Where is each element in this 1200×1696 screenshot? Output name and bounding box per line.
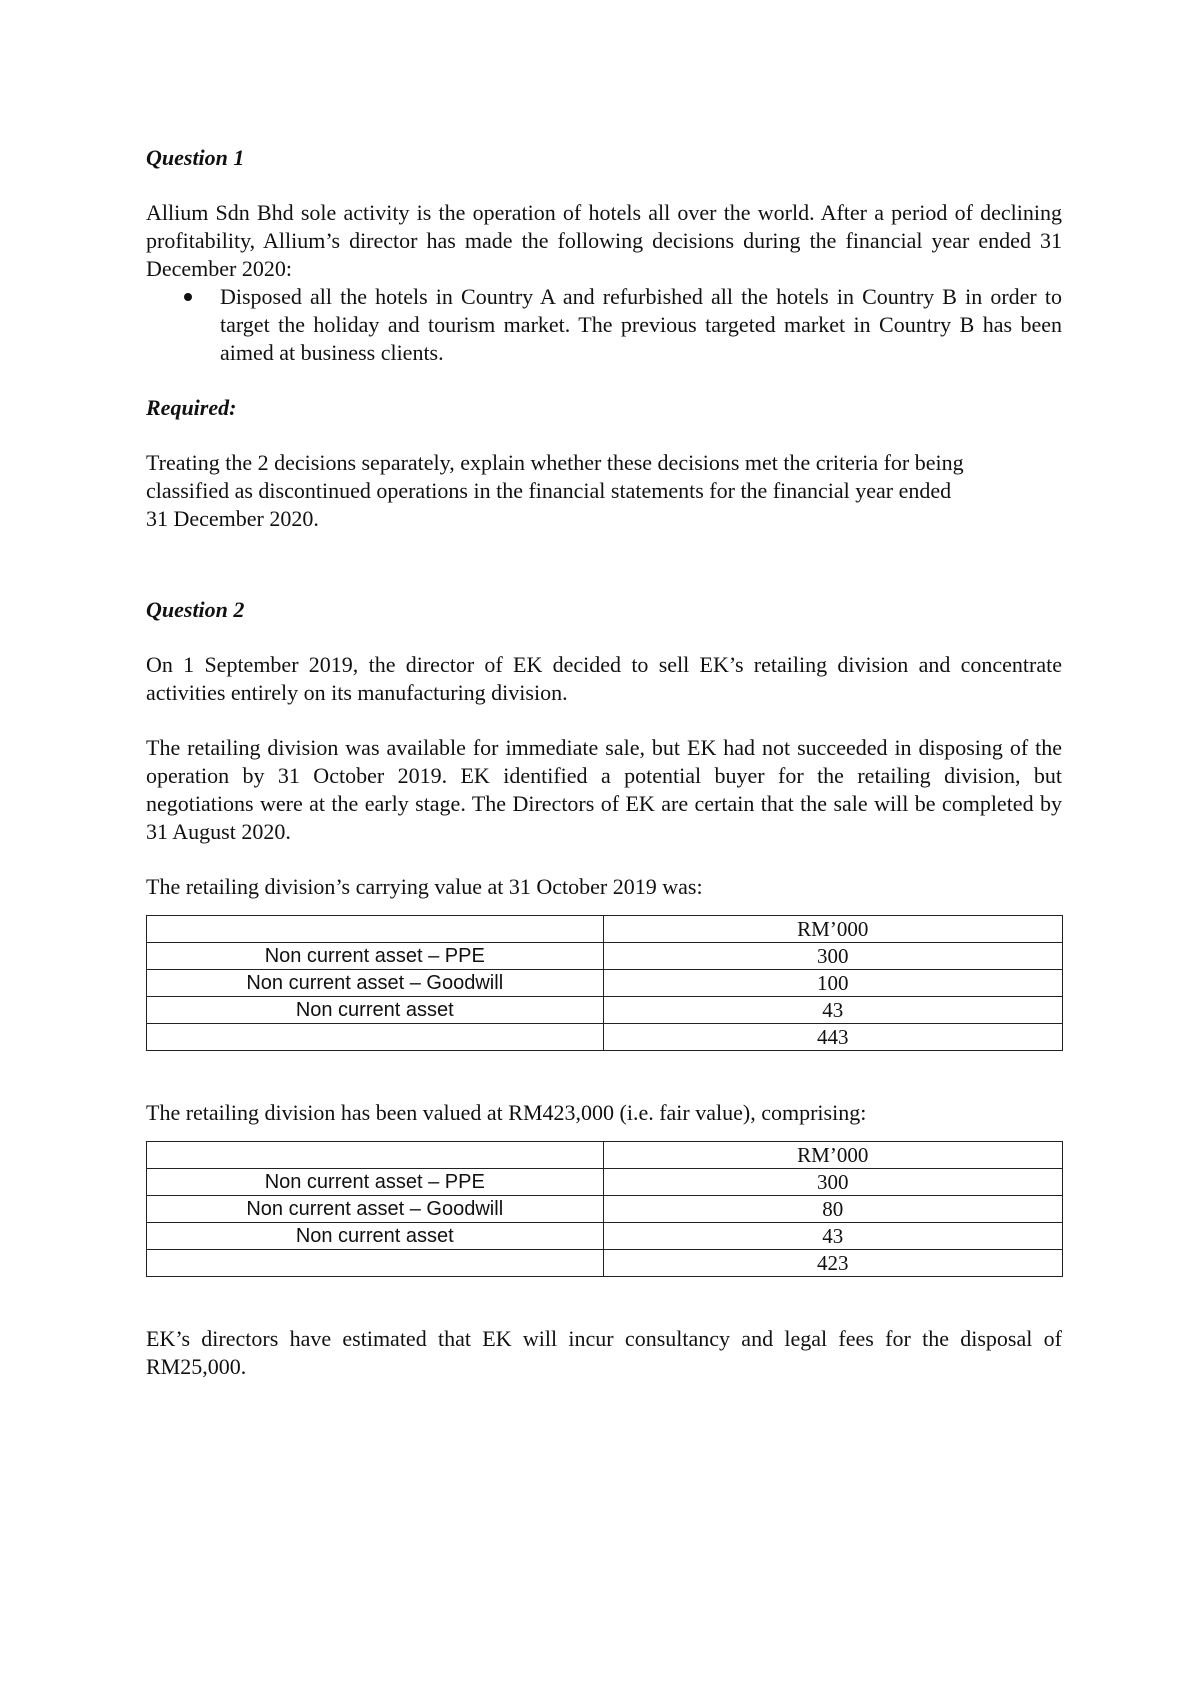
required-text-line-2: classified as discontinued operations in the financial statements for the financial year ended (146, 478, 952, 503)
fair-value-intro: The retailing division has been valued at RM423,000 (i.e. fair value), comprising: (146, 1100, 867, 1125)
list-item (220, 283, 1062, 367)
table-cell-label: Non current asset (147, 1223, 604, 1250)
table-row (147, 970, 1063, 997)
table-cell-value: 300 (603, 1169, 1063, 1196)
carrying-value-intro: The retailing division’s carrying value at 31 October 2019 was: (146, 874, 703, 899)
decision-list (146, 283, 1062, 367)
fair-value-table (146, 1141, 1063, 1277)
decision-text: Disposed all the hotels in Country A and refurbished all the hotels in Country B in order to target the holiday and tourism market. The previous targeted market in Country B has been aimed at business clients. (220, 284, 1062, 365)
table-cell-label: Non current asset – Goodwill (147, 970, 604, 997)
required-text-line-3: 31 December 2020. (146, 506, 319, 531)
required-text-line-1: Treating the 2 decisions separately, explain whether these decisions met the criteria for being (146, 450, 964, 475)
table-row (147, 943, 1063, 970)
question-1-intro: Allium Sdn Bhd sole activity is the operation of hotels all over the world. After a period of declining profitability, Allium’s director has made the following decisions during the financial year ended 31 December 2020: (146, 200, 1062, 281)
table-row (147, 1250, 1063, 1277)
table-cell-value: 100 (603, 970, 1063, 997)
table-cell-value: 43 (603, 1223, 1063, 1250)
table-cell (147, 916, 604, 943)
table-cell-value: 43 (603, 997, 1063, 1024)
table-cell (147, 1250, 604, 1277)
table-row (147, 1142, 1063, 1169)
table-row (147, 916, 1063, 943)
table-total-value: 423 (603, 1250, 1063, 1277)
question-2-para-1: On 1 September 2019, the director of EK decided to sell EK’s retailing division and concentrate activities entirely on its manufacturing division. (146, 652, 1062, 705)
table-cell-label: Non current asset – PPE (147, 943, 604, 970)
question-1-heading: Question 1 (146, 145, 245, 170)
table-cell-value: 80 (603, 1196, 1063, 1223)
table-row (147, 1024, 1063, 1051)
table-row (147, 997, 1063, 1024)
table-cell-label: Non current asset (147, 997, 604, 1024)
carrying-value-table (146, 915, 1063, 1051)
table-cell-label: Non current asset – Goodwill (147, 1196, 604, 1223)
required-heading: Required: (146, 395, 237, 420)
table-cell (147, 1142, 604, 1169)
table-row (147, 1196, 1063, 1223)
question-2-heading: Question 2 (146, 597, 245, 622)
table-header-unit: RM’000 (603, 916, 1063, 943)
document-page (146, 144, 1062, 1381)
table-row (147, 1223, 1063, 1250)
question-2-para-2: The retailing division was available for immediate sale, but EK had not succeeded in disposing of the operation by 31 October 2019. EK identified a potential buyer for the retailing division, but negotiations were at the early stage. The Directors of EK are certain that the sale will be completed by 31 August 2020. (146, 735, 1062, 844)
table-cell-label: Non current asset – PPE (147, 1169, 604, 1196)
fees-text: EK’s directors have estimated that EK will incur consultancy and legal fees for the disposal of RM25,000. (146, 1326, 1062, 1379)
table-total-value: 443 (603, 1024, 1063, 1051)
table-row (147, 1169, 1063, 1196)
table-cell (147, 1024, 604, 1051)
table-header-unit: RM’000 (603, 1142, 1063, 1169)
table-cell-value: 300 (603, 943, 1063, 970)
bullet-icon (184, 293, 192, 301)
